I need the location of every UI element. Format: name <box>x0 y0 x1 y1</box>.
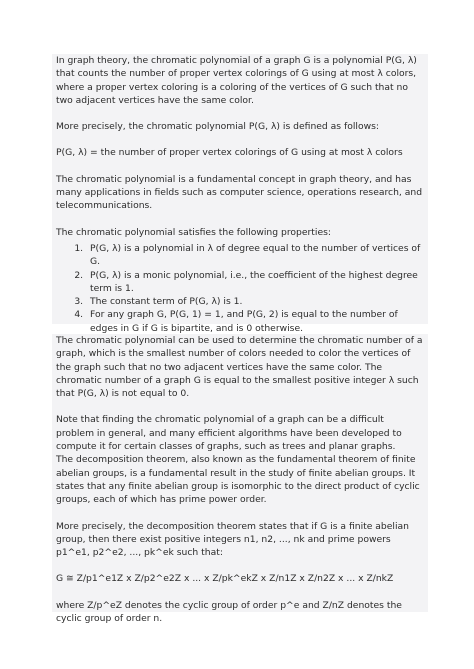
list-item: 1. P(G, λ) is a polynomial in λ of degree equal to the number of vertices of G. <box>86 242 424 269</box>
paragraph-applications: The chromatic polynomial is a fundamental concept in graph theory, and has many applications in fields such as computer science, operations research, and telecommunications. <box>56 173 423 212</box>
paragraph-definition: In graph theory, the chromatic polynomial of a graph G is a polynomial P(G, λ) that counts the number of proper vertex colorings of G using at most λ colors, where a proper vertex coloring is a coloring of the vertices of G such that no two adjacent vertices have the same color. <box>56 55 417 106</box>
paragraph-algorithms: Note that finding the chromatic polynomial of a graph can be a difficult problem in general, and many efficient algorithms have been developed to compute it for certain classes of graphs, such as trees and planar graphs. <box>56 414 402 453</box>
paragraph-decomposition-theorem: The decomposition theorem, also known as the fundamental theorem of finite abelian groups, is a fundamental result in the study of finite abelian groups. It states that any finite abelian group is isomorphic to the direct product of cyclic groups, each of which has prime power order. <box>56 454 420 506</box>
paragraph-isomorphism-formula: G ≅ Z/p1^e1Z x Z/p2^e2Z x ... x Z/pk^ekZ x Z/n1Z x Z/n2Z x ... x Z/nkZ <box>56 573 394 585</box>
paragraph-notation: where Z/p^eZ denotes the cyclic group of order p^e and Z/nZ denotes the cyclic group of order n. <box>56 599 402 625</box>
paragraph-theorem-statement: More precisely, the decomposition theorem states that if G is a finite abelian group, then there exist positive integers n1, n2, ..., nk and prime powers p1^e1, p2^e2, ..., pk^ek such that: <box>56 520 409 559</box>
list-item: 4. For any graph G, P(G, 1) = 1, and P(G, 2) is equal to the number of edges in G if G is bipartite, and is 0 otherwise. <box>86 308 424 335</box>
list-item: 2. P(G, λ) is a monic polynomial, i.e., the coefficient of the highest degree term is 1. <box>86 269 424 296</box>
properties-list-block <box>52 240 428 334</box>
properties-list <box>56 242 424 335</box>
paragraph-precisely: More precisely, the chromatic polynomial P(G, λ) is defined as follows: <box>56 121 379 133</box>
paragraph-properties-intro: The chromatic polynomial satisfies the following properties: <box>56 226 331 238</box>
paragraph-chromatic-number: The chromatic polynomial can be used to determine the chromatic number of a graph, which is the smallest number of colors needed to color the vertices of the graph such that no two adjacent vertices have the same color. The chromatic number of a graph G is equal to the smallest positive integer λ such that P(G, λ) is not equal to 0. <box>56 335 423 400</box>
paragraph-formula: P(G, λ) = the number of proper vertex colorings of G using at most λ colors <box>56 147 403 159</box>
list-item: 3. The constant term of P(G, λ) is 1. <box>86 295 424 308</box>
text-block-chromatic-number-and-theorem <box>52 334 428 625</box>
